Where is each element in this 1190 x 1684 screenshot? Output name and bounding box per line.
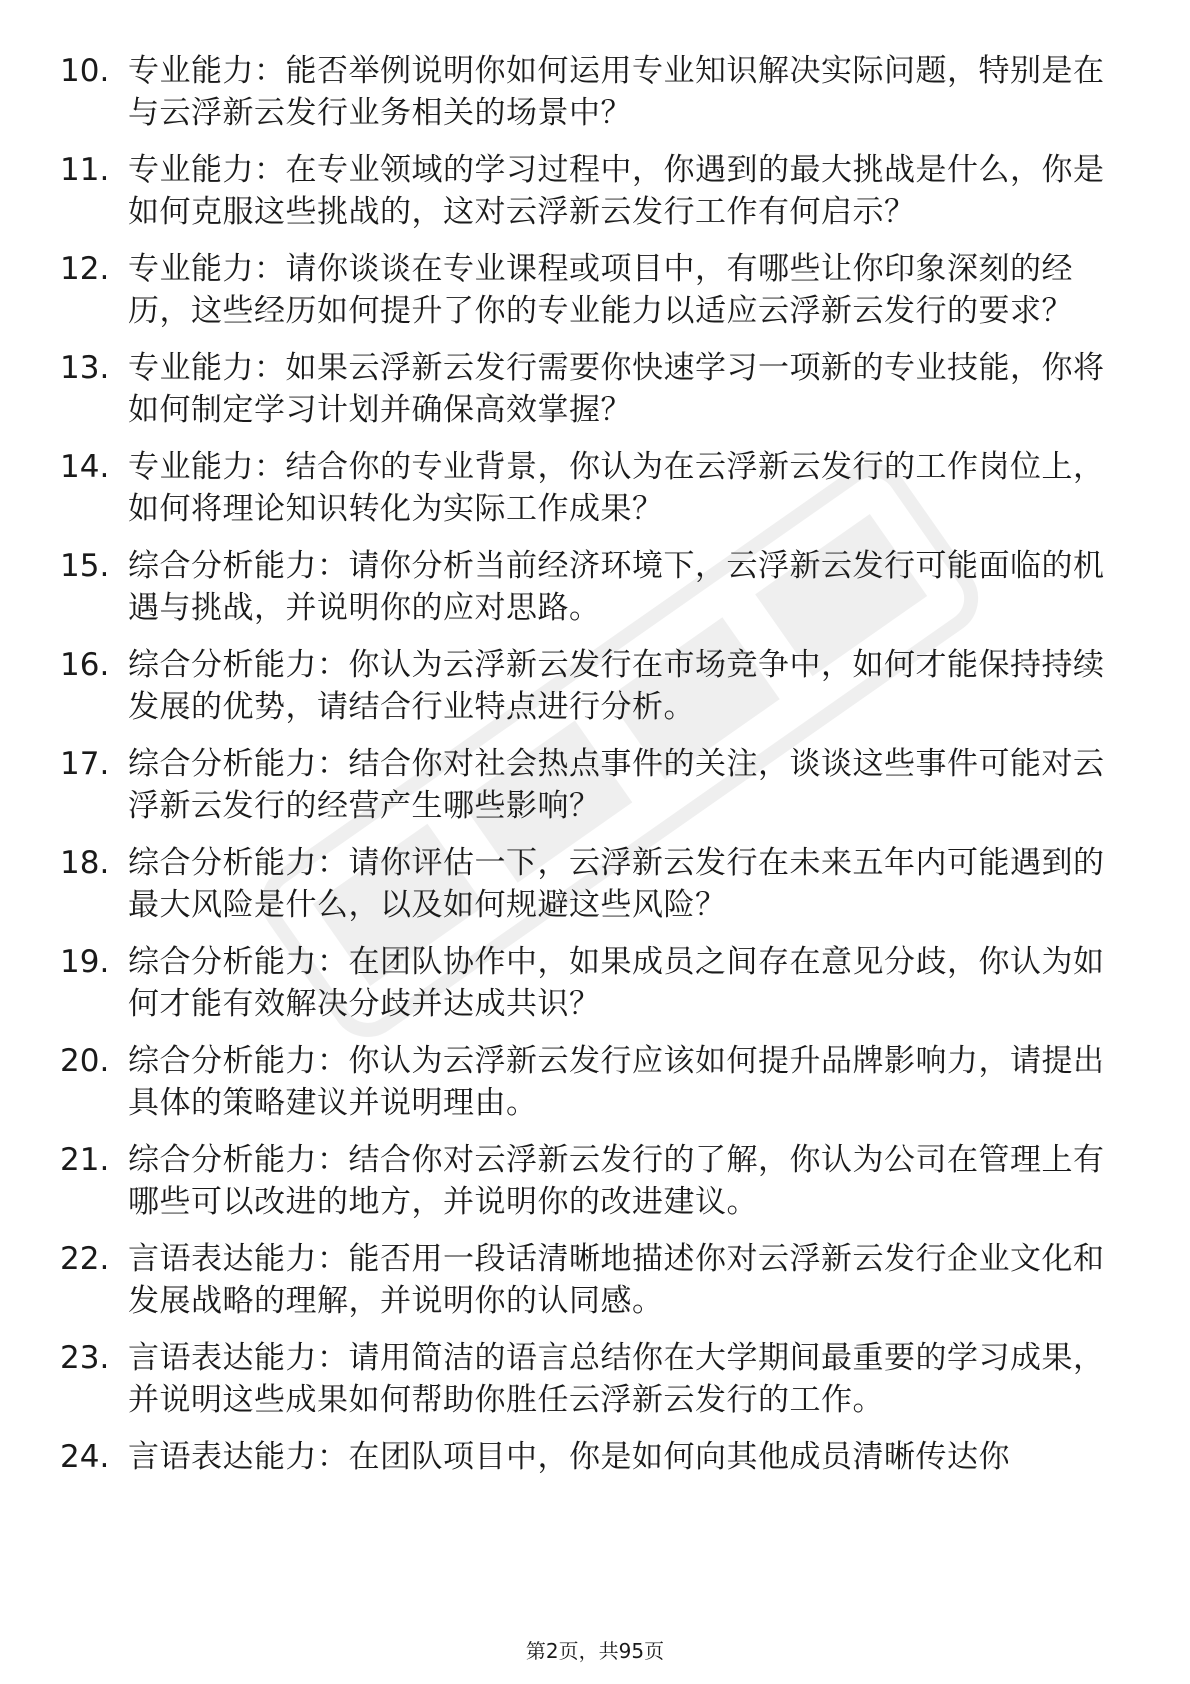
list-item xyxy=(60,347,1130,431)
question-text: 专业能力：请你谈谈在专业课程或项目中，有哪些让你印象深刻的经历，这些经历如何提升了你的专业能力以适应云浮新云发行的要求？ xyxy=(128,251,1073,329)
list-item xyxy=(60,1139,1130,1223)
list-item xyxy=(60,1238,1130,1322)
list-item xyxy=(60,1436,1130,1478)
question-text: 综合分析能力：请你评估一下，云浮新云发行在未来五年内可能遇到的最大风险是什么，以及如何规避这些风险？ xyxy=(128,845,1105,923)
question-number: 15. xyxy=(60,548,110,584)
question-text: 综合分析能力：结合你对社会热点事件的关注，谈谈这些事件可能对云浮新云发行的经营产生哪些影响？ xyxy=(128,746,1105,824)
question-number: 12. xyxy=(60,251,110,287)
question-text: 综合分析能力：结合你对云浮新云发行的了解，你认为公司在管理上有哪些可以改进的地方，并说明你的改进建议。 xyxy=(128,1142,1105,1220)
question-text: 综合分析能力：你认为云浮新云发行在市场竞争中，如何才能保持持续发展的优势，请结合行业特点进行分析。 xyxy=(128,647,1105,725)
page-number-label: 第2页，共95页 xyxy=(525,1639,665,1663)
question-text: 专业能力：如果云浮新云发行需要你快速学习一项新的专业技能，你将如何制定学习计划并确保高效掌握？ xyxy=(128,350,1105,428)
question-text: 综合分析能力：请你分析当前经济环境下，云浮新云发行可能面临的机遇与挑战，并说明你的应对思路。 xyxy=(128,548,1105,626)
question-number: 13. xyxy=(60,350,110,386)
question-text: 专业能力：能否举例说明你如何运用专业知识解决实际问题，特别是在与云浮新云发行业务相关的场景中？ xyxy=(128,53,1105,131)
question-number: 24. xyxy=(60,1439,110,1475)
question-number: 14. xyxy=(60,449,110,485)
question-number: 18. xyxy=(60,845,110,881)
question-text: 专业能力：结合你的专业背景，你认为在云浮新云发行的工作岗位上，如何将理论知识转化为实际工作成果？ xyxy=(128,449,1105,527)
question-text: 专业能力：在专业领域的学习过程中，你遇到的最大挑战是什么，你是如何克服这些挑战的，这对云浮新云发行工作有何启示？ xyxy=(128,152,1105,230)
list-item xyxy=(60,248,1130,332)
question-number: 23. xyxy=(60,1340,110,1376)
list-item xyxy=(60,1040,1130,1124)
question-number: 22. xyxy=(60,1241,110,1277)
page-footer xyxy=(0,1638,1190,1664)
question-text: 言语表达能力：请用简洁的语言总结你在大学期间最重要的学习成果，并说明这些成果如何帮助你胜任云浮新云发行的工作。 xyxy=(128,1340,1105,1418)
question-number: 19. xyxy=(60,944,110,980)
list-item xyxy=(60,446,1130,530)
list-item xyxy=(60,1337,1130,1421)
question-text: 言语表达能力：能否用一段话清晰地描述你对云浮新云发行企业文化和发展战略的理解，并说明你的认同感。 xyxy=(128,1241,1105,1319)
question-text: 综合分析能力：在团队协作中，如果成员之间存在意见分歧，你认为如何才能有效解决分歧并达成共识？ xyxy=(128,944,1105,1022)
list-item xyxy=(60,842,1130,926)
question-number: 21. xyxy=(60,1142,110,1178)
question-number: 20. xyxy=(60,1043,110,1079)
list-item xyxy=(60,50,1130,134)
question-text: 综合分析能力：你认为云浮新云发行应该如何提升品牌影响力，请提出具体的策略建议并说明理由。 xyxy=(128,1043,1105,1121)
question-number: 17. xyxy=(60,746,110,782)
question-text: 言语表达能力：在团队项目中，你是如何向其他成员清晰传达你 xyxy=(128,1439,1010,1475)
list-item xyxy=(60,743,1130,827)
list-item xyxy=(60,941,1130,1025)
question-number: 10. xyxy=(60,53,110,89)
list-item xyxy=(60,545,1130,629)
list-item xyxy=(60,149,1130,233)
question-number: 16. xyxy=(60,647,110,683)
list-item xyxy=(60,644,1130,728)
question-list xyxy=(60,50,1130,1493)
question-number: 11. xyxy=(60,152,110,188)
